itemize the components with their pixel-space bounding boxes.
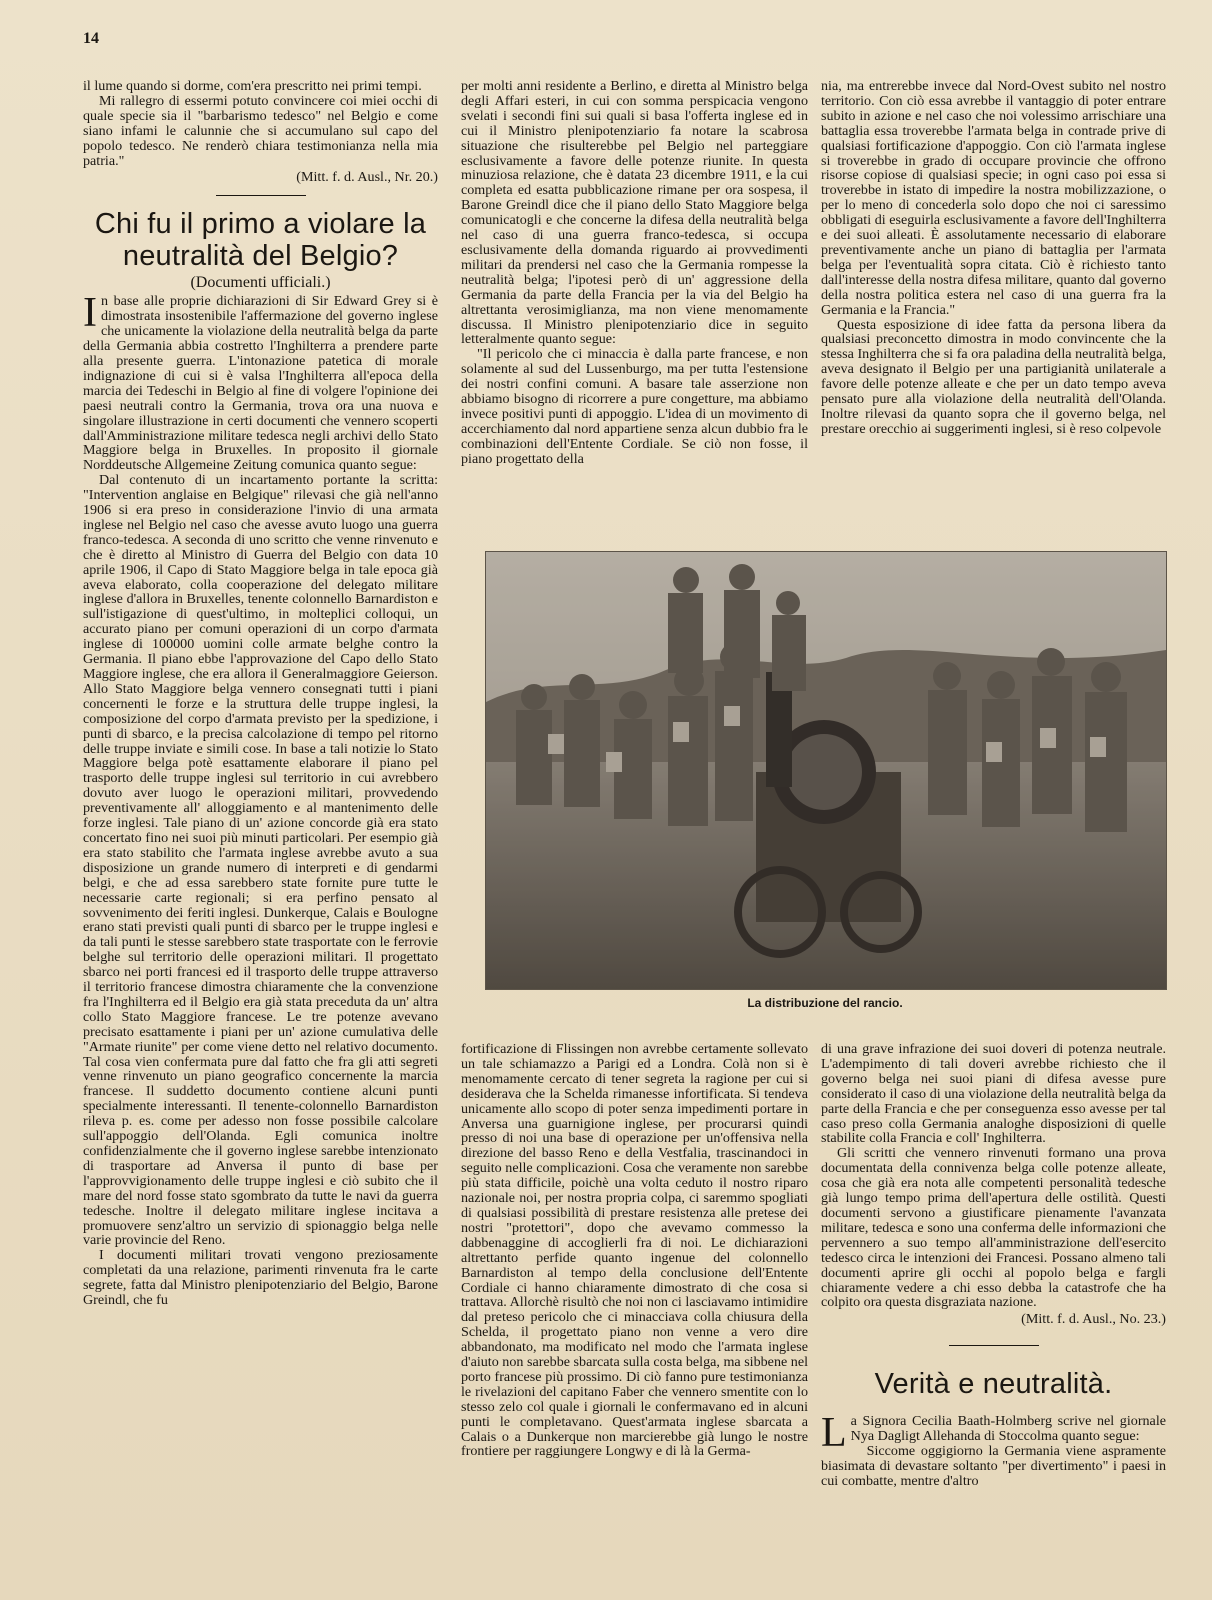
paragraph: il lume quando si dorme, com'era prescritto nei primi tempi.: [83, 79, 422, 94]
paragraph: Dal contenuto di un incartamento portante la scritta: "Intervention anglaise en Belgique" rilevasi che già nell'anno 1906 si era preso in considerazione l'invio di una armata inglese nel Belgio nel caso che avesse avuto luogo una guerra franco-tedesca. A seconda di uno scritto che venne rinvenuto e che è diretto al Ministro di Guerra del Belgio con data 10 aprile 1906, il Capo di Stato Maggiore belga in tale epoca già aveva elaborato, colla cooperazione del delegato militare inglese d'allora in Bruxelles, tenente colonnello Barnardiston e sull'istigazione di quest'ultimo, in molteplici colloqui, un accurato piano per comuni operazioni di un corpo d'armata inglese di 100000 uomini colle armate belghe contro la Germania. Il piano ebbe l'approvazione del Capo dello Stato Maggiore inglese, che era allora il Generalmaggiore Geierson. Allo Stato Maggiore belga vennero consegnati tutti i piani concernenti le forze e la struttura delle truppe inglesi, la composizione del corpo d'armata previsto per la spedizione, i punti di sbarco, e la precisa calcolazione di tempo pel ritorno delle truppe inviate e simili cose. In base a tali notizie lo Stato Maggiore belga potè esattamente elaborare il piano pel trasporto delle truppe inglesi sul territorio in cui avrebbero dovuto aver luogo le operazioni militari, provvedendo preventivamente all' alloggiamento e al mantenimento delle forze inglesi. Tale piano di un' azione concorde già era stato concertato fino nei suoi più minuti particolari. Per esempio già era stato stabilito che l'armata inglese avrebbe avuto a sua disposizione un grande numero di interpreti e di gendarmi belgi, e che ad essa sarebbero state fornite pure tutte le necessarie carte regionali; si era perfino pensato al sovvenimento dei feriti inglesi. Dunkerque, Calais e Boulogne erano stati previsti quali punti di sbarco per le truppe inglesi e da tali punti le stesse sarebbero state trasportate con le ferrovie belghe sul territorio delle operazioni militari. Il progettato sbarco nei porti francesi ed il trasporto delle truppe attraverso il territorio francese dimostra chiaramente che la convenzione fra l'Inghilterra ed il Belgio era già stata preceduta da un' altra collo Stato Maggiore francese. Le tre potenze avevano precisato esattamente i piani per un' azione cumulativa delle "Armate riunite" per come viene detto nel relativo documento. Tal cosa vien confermata pure dal fatto che fra gli atti segreti venne rinvenuto un piano geografico concernente la marcia francese. Il suddetto documento contiene alcuni punti specialmente interessanti. Il tenente-colonnello Barnardiston rileva p. es. come per adesso non fosse possibile calcolare sull'appoggio dell'Olanda. Egli comunica inoltre confidenzialmente che il governo inglese sarebbe intenzionato di trasportare ad Anversa il punto di base per l'approvvigionamento delle truppe inglesi e ciò subito che il mare del nord fosse stato sgombrato da tutte le navi da guerra tedesche. Inoltre il delegato militare inglese incitava a promuovere senz'altro un servizio di spionaggio belga nelle varie provincie del Reno.: [83, 472, 438, 1249]
paragraph: Mi rallegro di essermi potuto convincere coi miei occhi di quale specie sia il "barbarismo tedesco" nel Belgio e come siano infami le calunnie che si accumulano sul capo del popolo tedesco. Ne renderò chiara testimonianza nella mia patria.": [83, 92, 438, 169]
section-title-line: Chi fu il primo a violare la: [94, 208, 427, 241]
paragraph: nia, ma entrerebbe invece dal Nord-Ovest subito nel nostro territorio. Con ciò essa avrebbe il vantaggio di poter entrare subito in azione e nel caso che noi volessimo arrischiare una battaglia essa troverebbe l'armata belga in contrade prive di qualsiasi fortificazione d'appoggio. Con ciò l'armata inglese si troverebbe in grado di occupare provincie che offrono risorse copiose di qualsiasi specie; in ogni caso poi essa si troverebbe in istato di impedire la nostra mobilizzazione, o per lo meno di concederla solo dopo che noi ci saressimo obbligati di eseguirla esclusivamente a favore dell'Inghilterra e dei suoi alleati. È assolutamente necessario di elaborare preventivamente anche un piano di battaglia per l'armata belga per l'eventualità sopra citata. Ciò è richiesto tanto dall'interesse della nostra difesa militare, quanto dal governo della nostra politica estera nel caso di una guerra fra la Germania e la Francia.": [821, 79, 1166, 318]
paragraph: Siccome oggigiorno la Germania viene aspramente biasimata di devastare soltanto "per divertimento" i paesi in cui combatte, mentre d'altro: [821, 1443, 1166, 1489]
paragraph: [821, 1410, 1166, 1457]
paragraph-text: a Signora Cecilia Baath-Holmberg scrive nel giornale Nya Dagligt Allehanda di Stoccolma quanto segue:: [850, 1413, 1166, 1445]
column-left: [83, 79, 438, 1574]
paragraph: per molti anni residente a Berlino, e diretta al Ministro belga degli Affari esteri, in cui con somma perspicacia vengono svelati i secondi fini sui quali si basa l'offerta inglese ed in cui il Ministro plenipotenziario fa notare la scabrosa situazione che risulterebbe pel Belgio nel parteggiare esclusivamente a favore delle potenze riunite. In questa minuziosa relazione, che è datata 23 dicembre 1911, e la cui completa ed esatta pubblicazione rimane per ora sospesa, il Barone Greindl dice che il piano dello Stato Maggiore belga comunicatogli e che concerne la difesa della neutralità belga nel caso di una guerra franco-tedesca, si occupa esclusivamente della domanda riguardo ai provvedimenti militari da prendersi nel caso che la Germania rompesse la neutralità belga; l'ipotesi però di un' aggressione della Germania da parte della Francia per la via del Belgio ha altrettanta verosimiglianza, ma non viene menomamente discussa. Il Ministro plenipotenziario dice in seguito letteralmente quanto segue:: [461, 79, 808, 348]
section-title: Verità e neutralità.: [874, 1368, 1113, 1401]
drop-cap: L: [821, 1410, 847, 1457]
paragraph-text: n base alle proprie dichiarazioni di Sir Edward Grey si è dimostrata insostenibile l'affermazione del governo inglese che unicamente la violazione della neutralità belga da parte della Germania abbia costretto l'Inghilterra a prendere parte alla presente guerra. L'intonazione patetica di morale indignazione di cui si è valsa l'Inghilterra all'epoca della marcia dei Tedeschi in Belgio al fine di volgere l'opinione dei paesi neutrali contro la Germania, trova ora una nuova e singolare illustrazione in certi documenti che vennero scoperti dall'Amministrazione militare tedesca negli archivi dello Stato Maggiore belga in Bruxelles. In proposito il giornale Norddeutsche Allgemeine Zeitung comunica quanto segue:: [83, 293, 438, 474]
photo-soldiers-rations: [485, 551, 1167, 990]
photo-caption: La distribuzione del rancio.: [747, 996, 903, 1010]
photo-image: [486, 552, 1166, 989]
paragraph: "Il pericolo che ci minaccia è dalla parte francese, e non solamente al sud del Lussenburgo, ma per tutta l'estensione dei nostri confini comuni. A basare tale asserzione non abbiamo bisogno di ricorrere a pure congetture, ma abbiamo invece positivi punti di appoggio. L'idea di un movimento di accerchiamento dal nord appartiene senza alcun dubbio fra le combinazioni dell'Entente Cordiale. Se ciò non fosse, il piano progettato della: [461, 346, 808, 467]
paragraph: di una grave infrazione dei suoi doveri di potenza neutrale. L'adempimento di tali doveri avrebbe richiesto che il governo belga nei suoi piani di difesa avesse pure considerato il caso di una violazione della neutralità belga da parte della Francia e che per conseguenza esso avesse per tal caso preso colla Germania analoghe disposizioni di quelle stabilite colla Francia e coll' Inghilterra.: [821, 1042, 1166, 1147]
section-divider: [216, 195, 306, 196]
column-middle-bottom: [461, 1042, 808, 1574]
section-divider: [949, 1345, 1039, 1346]
column-middle-top: [461, 79, 808, 537]
page-number: 14: [83, 30, 99, 47]
column-right-top: [821, 79, 1166, 537]
paragraph: I documenti militari trovati vengono preziosamente completati da una relazione, parimenti rinvenuta fra le carte segrete, fatta dal Ministro plenipotenziario del Belgio, Barone Greindl, che fu: [83, 1247, 438, 1309]
drop-cap: I: [83, 290, 97, 337]
column-right-bottom: [821, 1042, 1166, 1574]
paragraph: [83, 290, 438, 474]
paragraph: Questa esposizione di idee fatta da persona libera da qualsiasi preconcetto dimostra in modo convincente che la stessa Inghilterra che si fa ora paladina della neutralità belga, aveva designato il Belgio per una partigianità unilaterale a favore delle potenze alleate e che per un dato tempo aveva pensato pure alla violazione della neutralità dell'Olanda. Inoltre rilevasi da quanto sopra che il governo belga, nel prestare orecchio ai suggerimenti inglesi, si è reso colpevole: [821, 316, 1166, 437]
section-title: [83, 208, 438, 272]
paragraph: Gli scritti che vennero rinvenuti formano una prova documentata della connivenza belga colle potenze alleate, cosa che già era nota alle competenti personalità tedesche già lungo tempo prima dell'apertura delle ostilità. Questi documenti servono a giustificare pienamente l'avanzata militare, tedesca e sono una conferma delle informazioni che pervennero a suo tempo all'amministrazione dell'esercito tedesco circa le intenzioni dei Francesi. Possano almeno tali documenti aprire gli occhi al popolo belga e fargli chiaramente vedere a chi esso debba la catastrofe che ha colpito ora questa disgraziata nazione.: [821, 1145, 1166, 1311]
source-citation: (Mitt. f. d. Ausl., Nr. 20.): [296, 169, 438, 186]
source-citation: (Mitt. f. d. Ausl., No. 23.): [1021, 1311, 1166, 1328]
section-subtitle: (Documenti ufficiali.): [190, 274, 331, 292]
section-title-line: neutralità del Belgio?: [122, 240, 399, 273]
paragraph: fortificazione di Flissingen non avrebbe certamente sollevato un tale schiamazzo a Parigi ed a Londra. Colà non si è menomamente cercato di tener segreta la ragione per cui si desiderava che la Schelda rimanesse infortificata. Si tendeva unicamente allo scopo di poter senza impedimenti portare in Anversa una guarnigione inglese, per procurarsi quindi presso di noi una base di operazione per un'offensiva nella direzione del basso Reno e della Vestfalia, trascinandoci in seguito nelle complicazioni. Cosa che veramente non sarebbe più stata difficile, poichè una volta ceduto il nostro riparo nazionale noi, per nostra propria colpa, ci saremmo spogliati di qualsiasi possibilità di prestare resistenza alle pretese dei nostri "protettori", dopo che avevamo commesso la dabbenaggine di accoglierli fra di noi. Le dichiarazioni altrettanto perfide quanto ingenue del colonnello Barnardiston al tempo della conclusione dell'Entente Cordiale ci hanno chiaramente dimostrato di che cosa si trattava. Allorchè risultò che noi non ci lasciavamo intimidire dal preteso pericolo che ci minacciava colla chiusura della Schelda, il progettato piano non venne a vero dire abbandonato, ma modificato nel modo che l'armata inglese d'aiuto non sarebbe sbarcata sulla costa belga, ma sibbene nel porto francese più prossimo. Di ciò fanno pure testimonianza le rivelazioni del capitano Faber che vennero smentite con lo stesso zelo col quale i giornali le confermavano ed in alcuni punti le completavano. Quest'armata inglese sbarcata a Calais o a Dunkerque non marcierebbe già lungo le nostre frontiere per raggiungere Longwy e di là la Germa-: [461, 1042, 808, 1460]
